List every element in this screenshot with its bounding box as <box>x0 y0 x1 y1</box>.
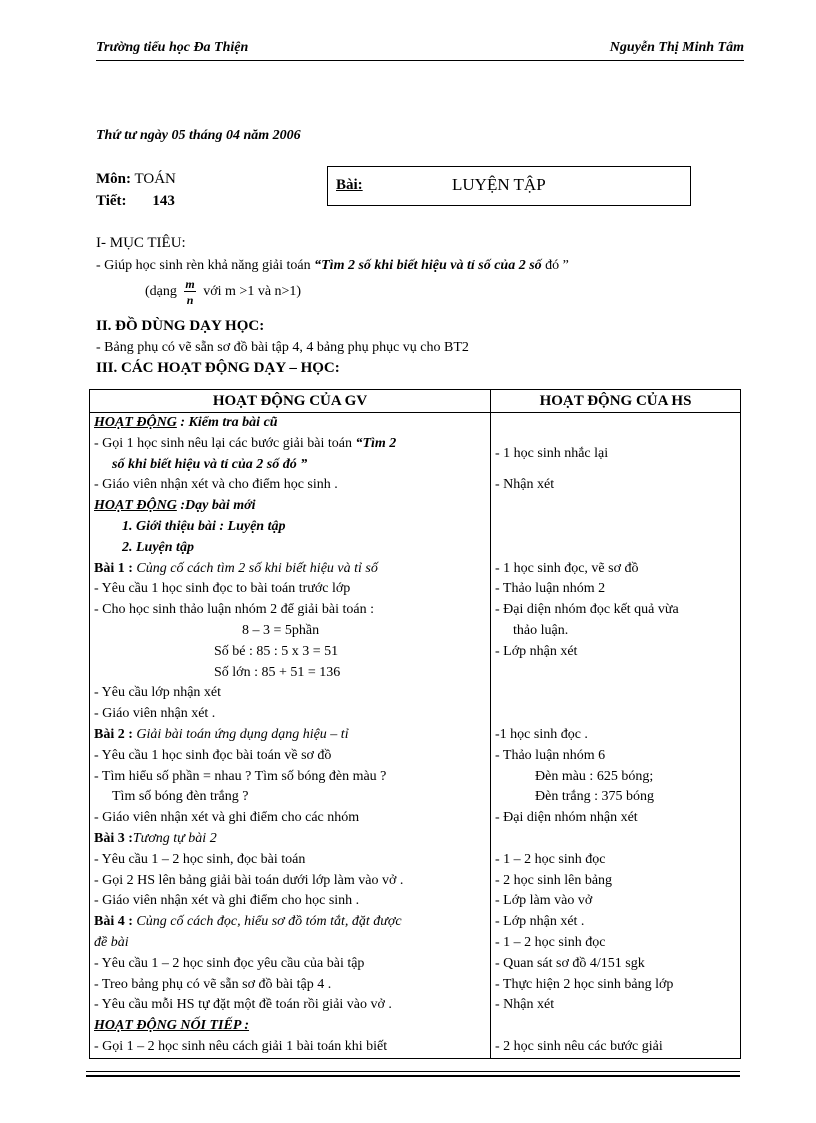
subject-label: Môn: <box>96 171 131 187</box>
hs-line: - 1 học sinh đọc, vẽ sơ đồ <box>495 560 639 576</box>
activity-1-heading <box>94 413 486 434</box>
gv-line <box>94 434 486 455</box>
exercise-4-heading <box>94 912 486 933</box>
gv-line: - Tìm hiểu số phần = nhau ? Tìm số bóng đèn màu ? <box>94 768 387 784</box>
gv-line: - Giáo viên nhận xét và ghi điểm cho học sinh . <box>94 893 360 909</box>
col-header-teacher: HOẠT ĐỘNG CỦA GV <box>90 390 491 413</box>
hs-line: thảo luận. <box>513 622 569 638</box>
student-activities-cell <box>491 413 741 1059</box>
hs-line: Đèn trắng : 375 bóng <box>535 789 654 805</box>
lesson-title: LUYỆN TẬP <box>452 175 546 194</box>
hs-line: - 1 – 2 học sinh đọc <box>495 934 606 950</box>
numbered-item: 2. Luyện tập <box>122 539 194 555</box>
gv-line: - Giáo viên nhận xét . <box>94 706 216 722</box>
materials-line: - Bảng phụ có vẽ sẵn sơ đồ bài tập 4, 4 bảng phụ phục vụ cho BT2 <box>96 340 469 355</box>
period-value: 143 <box>152 193 175 209</box>
hs-line: - 1 – 2 học sinh đọc <box>495 851 606 867</box>
gv-line: - Giáo viên nhận xét và cho điểm học sinh . <box>94 477 338 493</box>
period-line <box>96 193 175 210</box>
objective-suffix: đó ” <box>541 258 569 273</box>
gv-line: - Giáo viên nhận xét và ghi điểm cho các nhóm <box>94 810 360 826</box>
gv-line: - Yêu cầu 1 – 2 học sinh, đọc bài toán <box>94 851 306 867</box>
footer-rule-thin <box>86 1071 740 1072</box>
numbered-item: 1. Giới thiệu bài : Luyện tập <box>122 518 286 534</box>
footer-rule-thick <box>86 1075 740 1077</box>
gv-line: - Yêu cầu 1 – 2 học sinh đọc yêu cầu của bài tập <box>94 955 365 971</box>
exercise-2-heading <box>94 725 486 746</box>
exercise-label: Bài 4 : <box>94 914 133 930</box>
form-suffix: với m >1 và n>1) <box>203 284 302 300</box>
calc-line: Số bé : 85 : 5 x 3 = 51 <box>214 643 339 659</box>
activity-2-heading <box>94 496 486 517</box>
teacher-activities-cell <box>90 413 491 1059</box>
hs-line: - 2 học sinh nêu các bước giải <box>495 1038 663 1054</box>
header-school: Trường tiểu học Đa Thiện <box>96 40 249 55</box>
hs-line: - 2 học sinh lên bảng <box>495 872 613 888</box>
hs-line: - Lớp nhận xét <box>495 643 578 659</box>
activity-2-title: :Dạy bài mới <box>176 498 256 514</box>
gv-line: - Yêu cầu 1 học sinh đọc to bài toán trước lớp <box>94 581 351 597</box>
activity-3-heading: HOẠT ĐỘNG NỐI TIẾP : <box>94 1018 250 1034</box>
objective-prefix: - Giúp học sinh rèn khả năng giải toán <box>96 258 315 273</box>
gv-line: - Yêu cầu 1 học sinh đọc bài toán về sơ đồ <box>94 747 332 763</box>
lesson-label: Bài: <box>336 177 363 193</box>
hs-line: - 1 học sinh nhắc lại <box>495 445 609 461</box>
form-prefix: (dạng <box>145 284 177 300</box>
fraction-m-over-n <box>184 278 195 306</box>
col-header-student: HOẠT ĐỘNG CỦA HS <box>491 390 741 413</box>
section-activities-title: III. CÁC HOẠT ĐỘNG DẠY – HỌC: <box>96 360 340 376</box>
fraction-denominator: n <box>186 293 194 307</box>
header-teacher: Nguyễn Thị Minh Tâm <box>609 40 744 55</box>
hs-line: - Nhận xét <box>495 477 555 493</box>
objective-form-line <box>145 278 301 306</box>
hs-line: - Quan sát sơ đồ 4/151 sgk <box>495 955 645 971</box>
exercise-label: Bài 1 : <box>94 560 133 576</box>
exercise-desc: Củng cố cách đọc, hiểu sơ đồ tóm tắt, đặt được <box>132 914 402 930</box>
gv-line: - Treo bảng phụ có vẽ sẵn sơ đồ bài tập 4 . <box>94 976 332 992</box>
gv-bold: “Tìm 2 <box>355 435 397 451</box>
gv-line: - Cho học sinh thảo luận nhóm 2 để giải bài toán : <box>94 602 374 618</box>
exercise-4-desc-cont: đề bài <box>94 934 129 950</box>
hs-line: - Thảo luận nhóm 2 <box>495 581 606 597</box>
gv-line: - Gọi 2 HS lên bảng giải bài toán dưới lớp làm vào vở . <box>94 872 404 888</box>
gv-line: - Gọi 1 – 2 học sinh nêu cách giải 1 bài toán khi biết <box>94 1038 388 1054</box>
activity-1-title: : Kiểm tra bài cũ <box>176 415 278 430</box>
objective-line <box>96 258 569 274</box>
hs-line: Đèn màu : 625 bóng; <box>535 768 654 784</box>
section-materials-title: II. ĐỒ DÙNG DẠY HỌC: <box>96 318 265 334</box>
exercise-1-heading <box>94 559 486 580</box>
exercise-label: Bài 2 : <box>94 726 133 742</box>
calc-line: 8 – 3 = 5phần <box>242 622 320 638</box>
gv-text: - Gọi 1 học sinh nêu lại các bước giải bài toán <box>94 435 356 451</box>
lesson-box <box>327 166 691 206</box>
activities-table <box>89 389 741 1059</box>
hs-line: - Đại diện nhóm đọc kết quả vừa <box>495 602 679 618</box>
subject-line <box>96 171 176 188</box>
gv-line: số khi biết hiệu và tỉ của 2 số đó ” <box>112 456 308 472</box>
section-objectives-title: I- MỤC TIÊU: <box>96 235 186 251</box>
exercise-desc: Củng cố cách tìm 2 số khi biết hiệu và tỉ số <box>132 560 378 576</box>
exercise-label: Bài 3 : <box>94 830 133 846</box>
lesson-date: Thứ tư ngày 05 tháng 04 năm 2006 <box>96 128 301 143</box>
activity-2-label: HOẠT ĐỘNG <box>94 498 177 514</box>
hs-line: - Đại diện nhóm nhận xét <box>495 810 638 826</box>
hs-line: - Lớp làm vào vở <box>495 893 593 909</box>
exercise-3-heading <box>94 829 486 850</box>
gv-line: - Yêu cầu lớp nhận xét <box>94 685 222 701</box>
fraction-numerator: m <box>185 277 195 291</box>
hs-line: - Thảo luận nhóm 6 <box>495 747 606 763</box>
subject-value: TOÁN <box>134 171 176 187</box>
exercise-desc: Tương tự bài 2 <box>132 830 217 846</box>
hs-line: - Lớp nhận xét . <box>495 914 585 930</box>
hs-line: - Nhận xét <box>495 997 555 1013</box>
period-label: Tiết: <box>96 193 127 209</box>
gv-line: - Yêu cầu mỗi HS tự đặt một đề toán rồi giải vào vở . <box>94 997 392 1013</box>
calc-line: Số lớn : 85 + 51 = 136 <box>214 664 341 680</box>
activity-1-label: HOẠT ĐỘNG <box>94 415 177 430</box>
exercise-desc: Giải bài toán ứng dụng dạng hiệu – tỉ <box>132 726 349 742</box>
objective-bold: “Tìm 2 số khi biết hiệu và tỉ số của 2 số <box>314 258 542 273</box>
header-divider <box>96 60 744 61</box>
hs-line: -1 học sinh đọc . <box>495 726 588 742</box>
gv-line: Tìm số bóng đèn trắng ? <box>112 789 249 805</box>
hs-line: - Thực hiện 2 học sinh bảng lớp <box>495 976 674 992</box>
